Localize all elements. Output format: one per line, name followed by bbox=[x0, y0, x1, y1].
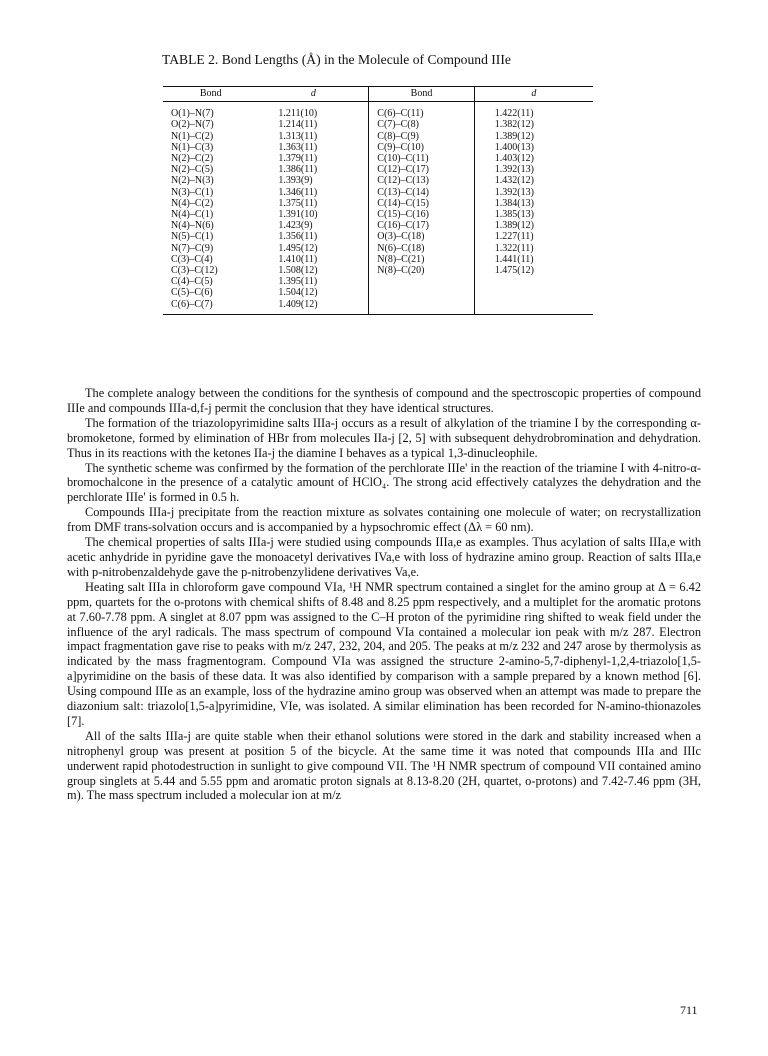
table-row bbox=[163, 164, 593, 175]
paragraph: All of the salts IIIa-j are quite stable when their ethanol solutions were stored in the dark and stability increased when a nitrophenyl group was present at position 5 of the bicycle. At the same time it was noted that compounds IIIa and IIIc underwent rapid photodestruction in sunlight to give compound VII. The ¹H NMR spectrum of compound VII contained amino group singlets at 5.44 and 5.55 ppm and aromatic proton signals at 8.13-8.20 (2H, quartet, o-protons) and 7.42-7.46 ppm (3H, m). The mass spectrum included a molecular ion at m/z bbox=[67, 728, 701, 803]
bond-cell: N(5)–C(1) bbox=[171, 231, 214, 243]
length-cell: 1.441(11) bbox=[494, 253, 534, 265]
bond-cell: C(3)–C(4) bbox=[171, 253, 213, 265]
table-body bbox=[163, 102, 593, 315]
bond-cell: N(8)–C(21) bbox=[369, 254, 474, 265]
length-cell: 1.389(12) bbox=[494, 220, 534, 232]
bond-cell: C(10)–C(11) bbox=[369, 153, 474, 164]
bond-cell: N(4)–C(1) bbox=[171, 209, 214, 221]
header-d: d bbox=[258, 87, 368, 102]
paragraph: The synthetic scheme was confirmed by the formation of the perchlorate IIIe' in the reaction of the triamine I with 4-nitro-α-bromochalcone in the presence of a catalytic amount of HClO₄. The strong acid effectively catalyzes the dehydration and the perchlorate IIIe' is formed in 0.5 h. bbox=[67, 460, 701, 505]
table-row bbox=[163, 153, 593, 164]
bond-cell: C(9)–C(10) bbox=[369, 142, 474, 153]
bond-cell: C(14)–C(15) bbox=[369, 198, 474, 209]
length-cell: 1.400(13) bbox=[494, 141, 534, 153]
bond-cell: N(2)–C(2) bbox=[171, 153, 214, 165]
bond-cell: N(8)–C(20) bbox=[369, 265, 474, 276]
bond-cell: N(1)–C(2) bbox=[171, 130, 214, 142]
length-cell bbox=[474, 299, 593, 315]
length-cell: 1.432(12) bbox=[494, 175, 534, 187]
length-cell: 1.403(12) bbox=[494, 153, 534, 165]
table-caption: TABLE 2. Bond Lengths (Å) in the Molecule of Compound IIIe bbox=[162, 52, 511, 67]
bond-cell: O(2)–N(7) bbox=[171, 119, 214, 131]
length-cell: 1.384(13) bbox=[494, 197, 534, 209]
paragraph: Heating salt IIIa in chloroform gave compound VIa, ¹H NMR spectrum contained a singlet for the amino group at Δ = 6.42 ppm, quartets for the o-protons with chemical shifts of 8.48 and 8.25 ppm respectively, and a multiplet for the aromatic protons at 7.60-7.78 ppm. A singlet at 8.07 ppm was assigned to the C–H proton of the pyrimidine ring shifted to weak field under the influence of the aryl radicals. The mass spectrum of compound VIa contained a molecular ion peak with m/z 287. Electron impact fragmentation gave rise to peaks with m/z 247, 232, 204, and 205. The peaks at m/z 232 and 247 arose by thermolysis as indicated by the mass fragmentogram. Compound VIa was assigned the structure 2-amino-5,7-diphenyl-1,2,4-triazolo[1,5-a]pyrimidine on the basis of these data. It was also identified by comparison with a sample prepared by a known method [6]. Using compound IIIe as an example, loss of the hydrazine amino group was observed when an attempt was made to prepare the diazonium salt: triazolo[1,5-a]pyrimidine, VIe, was isolated. A similar elimination has been recorded for N-amino-thionazoles [7]. bbox=[67, 579, 701, 728]
bond-cell: C(6)–C(11) bbox=[369, 102, 474, 120]
length-cell: 1.214(11) bbox=[258, 119, 368, 130]
header-d: d bbox=[474, 87, 593, 102]
bond-cell: C(3)–C(12) bbox=[171, 265, 218, 277]
table-row bbox=[163, 175, 593, 186]
table-row bbox=[163, 243, 593, 254]
page-number: 711 bbox=[680, 1003, 698, 1017]
length-cell: 1.423(9) bbox=[258, 220, 368, 231]
length-cell: 1.313(11) bbox=[258, 131, 368, 142]
length-cell: 1.508(12) bbox=[258, 265, 368, 276]
length-cell: 1.389(12) bbox=[494, 130, 534, 142]
bond-cell: N(2)–C(5) bbox=[171, 164, 214, 176]
bond-cell bbox=[369, 276, 474, 287]
paragraph: The complete analogy between the conditions for the synthesis of compound and the spectroscopic properties of compound IIIe and compounds IIIa-d,f-j permit the conclusion that they have identical structures. bbox=[67, 386, 701, 415]
paragraph: Compounds IIIa-j precipitate from the reaction mixture as solvates containing one molecule of water; on recrystallization from DMF trans-solvation occurs and is accompanied by a hypsochromic effect (Δλ = 60 nm). bbox=[67, 505, 701, 535]
length-cell: 1.392(13) bbox=[494, 164, 534, 176]
body-text bbox=[67, 386, 701, 803]
bond-cell: C(12)–C(13) bbox=[369, 175, 474, 186]
table-row bbox=[163, 231, 593, 242]
length-cell: 1.346(11) bbox=[258, 187, 368, 198]
length-cell: 1.356(11) bbox=[258, 231, 368, 242]
bond-cell: N(4)–N(6) bbox=[171, 220, 214, 232]
paragraph: The chemical properties of salts IIIa-j were studied using compounds IIIa,e as examples. Thus acylation of salts IIIa,e with acetic anhydride in pyridine gave the monoacetyl derivatives IVa,e with loss of hydrazine amino group. Reaction of salts IIIa,e with p-nitrobenzaldehyde gave the p-nitrobenzylidene derivatives Va,e. bbox=[67, 535, 701, 579]
bond-cell: N(4)–C(2) bbox=[171, 197, 214, 209]
length-cell: 1.385(13) bbox=[494, 209, 534, 221]
table-row bbox=[163, 198, 593, 209]
table-row bbox=[163, 254, 593, 265]
length-cell: 1.391(10) bbox=[258, 209, 368, 220]
bond-cell: C(7)–C(8) bbox=[369, 119, 474, 130]
bond-cell: C(4)–C(5) bbox=[171, 276, 213, 288]
bond-cell: C(5)–C(6) bbox=[171, 287, 213, 299]
bond-cell bbox=[369, 287, 474, 298]
table-row bbox=[163, 287, 593, 298]
bond-cell: C(15)–C(16) bbox=[369, 209, 474, 220]
bond-cell: C(6)–C(7) bbox=[163, 299, 258, 315]
table-row bbox=[163, 220, 593, 231]
length-cell: 1.211(10) bbox=[258, 102, 368, 120]
table-row bbox=[163, 299, 593, 315]
length-cell: 1.495(12) bbox=[258, 243, 368, 254]
bond-cell: N(1)–C(3) bbox=[171, 141, 214, 153]
header-bond: Bond bbox=[163, 87, 258, 102]
paragraph: The formation of the triazolopyrimidine salts IIIa-j occurs as a result of alkylation of the triamine I by the corresponding α-bromoketone, formed by elimination of HBr from molecules IIa-j [2, 5] with subsequent dehydrobromination and dehydration. Thus in its reactions with the ketones IIa-j the diamine I behaves as a typical 1,3-dinucleophile. bbox=[67, 415, 701, 460]
length-cell: 1.392(13) bbox=[494, 186, 534, 198]
bond-cell: N(2)–N(3) bbox=[171, 175, 214, 187]
length-cell bbox=[474, 276, 593, 287]
table-row bbox=[163, 265, 593, 276]
length-cell: 1.386(11) bbox=[258, 164, 368, 175]
bond-cell: O(1)–N(7) bbox=[171, 108, 214, 120]
length-cell: 1.375(11) bbox=[258, 198, 368, 209]
table-row bbox=[163, 276, 593, 287]
bond-cell: N(3)–C(1) bbox=[171, 186, 214, 198]
length-cell: 1.504(12) bbox=[258, 287, 368, 298]
bond-cell: C(16)–C(17) bbox=[369, 220, 474, 231]
length-cell: 1.393(9) bbox=[258, 175, 368, 186]
length-cell: 1.363(11) bbox=[258, 142, 368, 153]
table-header-row bbox=[163, 87, 593, 102]
length-cell: 1.475(12) bbox=[494, 265, 534, 277]
table-row bbox=[163, 119, 593, 130]
bond-cell: N(7)–C(9) bbox=[171, 242, 214, 254]
bond-cell: N(6)–C(18) bbox=[369, 243, 474, 254]
table-row bbox=[163, 142, 593, 153]
bond-cell bbox=[369, 299, 474, 315]
length-cell: 1.395(11) bbox=[258, 276, 368, 287]
header-bond: Bond bbox=[369, 87, 474, 102]
length-cell: 1.409(12) bbox=[258, 299, 368, 315]
table-row bbox=[163, 187, 593, 198]
table-row bbox=[163, 209, 593, 220]
length-cell: 1.382(12) bbox=[494, 119, 534, 131]
length-cell bbox=[474, 287, 593, 298]
length-cell: 1.422(11) bbox=[494, 108, 534, 120]
length-cell: 1.322(11) bbox=[494, 242, 534, 254]
table-row bbox=[163, 102, 593, 120]
bond-cell: C(13)–C(14) bbox=[369, 187, 474, 198]
table-row bbox=[163, 131, 593, 142]
bond-cell: O(3)–C(18) bbox=[369, 231, 474, 242]
bond-lengths-table bbox=[163, 86, 593, 315]
length-cell: 1.379(11) bbox=[258, 153, 368, 164]
length-cell: 1.410(11) bbox=[258, 254, 368, 265]
bond-cell: C(8)–C(9) bbox=[369, 131, 474, 142]
length-cell: 1.227(11) bbox=[494, 231, 534, 243]
bond-cell: C(12)–C(17) bbox=[369, 164, 474, 175]
